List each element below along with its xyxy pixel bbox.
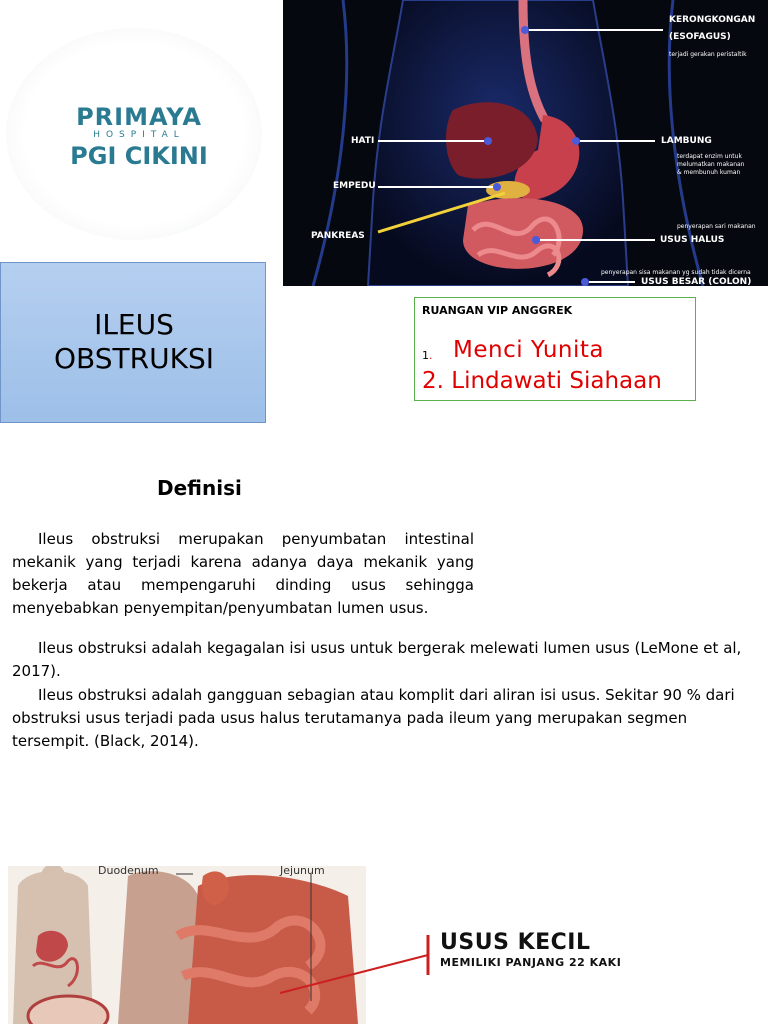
slide-title (1, 308, 267, 376)
label-jejunum: Jejunum (280, 866, 325, 877)
logo-primaya: PRIMAYA (76, 103, 202, 131)
section-heading: Definisi (157, 476, 242, 500)
note-esofagus: terjadi gerakan peristaltik (669, 51, 747, 58)
label-empedu: EMPEDU (333, 181, 376, 191)
title-line-1: ILEUS (94, 308, 174, 341)
definition-paragraph-1: Ileus obstruksi merupakan penyumbatan intestinal mekanik yang terjadi karena adanya daya mekanik yang bekerja atau mempengaruhi dinding usus sehingga menyebabkan penyempitan/penyumbatan lumen usus. (12, 530, 474, 617)
label-duodenum: Duodenum (98, 866, 159, 877)
note-lambung-2: melumatkan makanan (677, 161, 745, 168)
logo-hospital: HOSPITAL (93, 130, 185, 140)
label-usus-halus: USUS HALUS (660, 235, 725, 245)
usus-kecil-subtitle: MEMILIKI PANJANG 22 KAKI (440, 956, 622, 969)
note-lambung-3: & membunuh kuman (677, 169, 741, 176)
label-hati: HATI (351, 136, 375, 146)
digestive-system-image (283, 0, 768, 286)
note-lambung-1: terdapat enzim untuk (677, 153, 742, 160)
note-usus-besar: penyerapan sisa makanan yg sudah tidak dicerna (601, 269, 751, 276)
label-kerongkongan: KERONGKONGAN (669, 15, 756, 25)
member-name-2: 2. Lindawati Siahaan (422, 368, 662, 394)
room-info-box (414, 297, 696, 401)
title-line-2: OBSTRUKSI (54, 342, 214, 375)
label-usus-besar: USUS BESAR (COLON) (641, 277, 752, 286)
room-title: RUANGAN VIP ANGGREK (422, 304, 573, 317)
note-usus-halus: penyerapan sari makanan (677, 223, 756, 230)
label-lambung: LAMBUNG (661, 136, 712, 146)
member-name-1: Menci Yunita (453, 337, 604, 363)
label-pankreas: PANKREAS (311, 231, 365, 241)
definition-paragraph-3: Ileus obstruksi adalah gangguan sebagian atau komplit dari aliran isi usus. Sekitar 90 % dari obstruksi usus terjadi pada usus halus terutamanya pada ileum yang merupakan segmen tersempit. (Black, 2014). (12, 686, 735, 750)
list-number-1 (422, 349, 433, 362)
pointer-line (280, 935, 440, 1005)
usus-kecil-title: USUS KECIL (440, 930, 591, 955)
definition-paragraph-2: Ileus obstruksi adalah kegagalan isi usus untuk bergerak melewati lumen usus (LeMone et al, 2017). (12, 639, 742, 680)
list-number-1-dot: . (429, 349, 433, 362)
list-number-1-digit: 1 (422, 349, 429, 362)
label-esofagus: (ESOFAGUS) (669, 32, 731, 42)
logo-pgi-cikini: PGI CIKINI (70, 142, 208, 170)
title-box (0, 262, 266, 423)
